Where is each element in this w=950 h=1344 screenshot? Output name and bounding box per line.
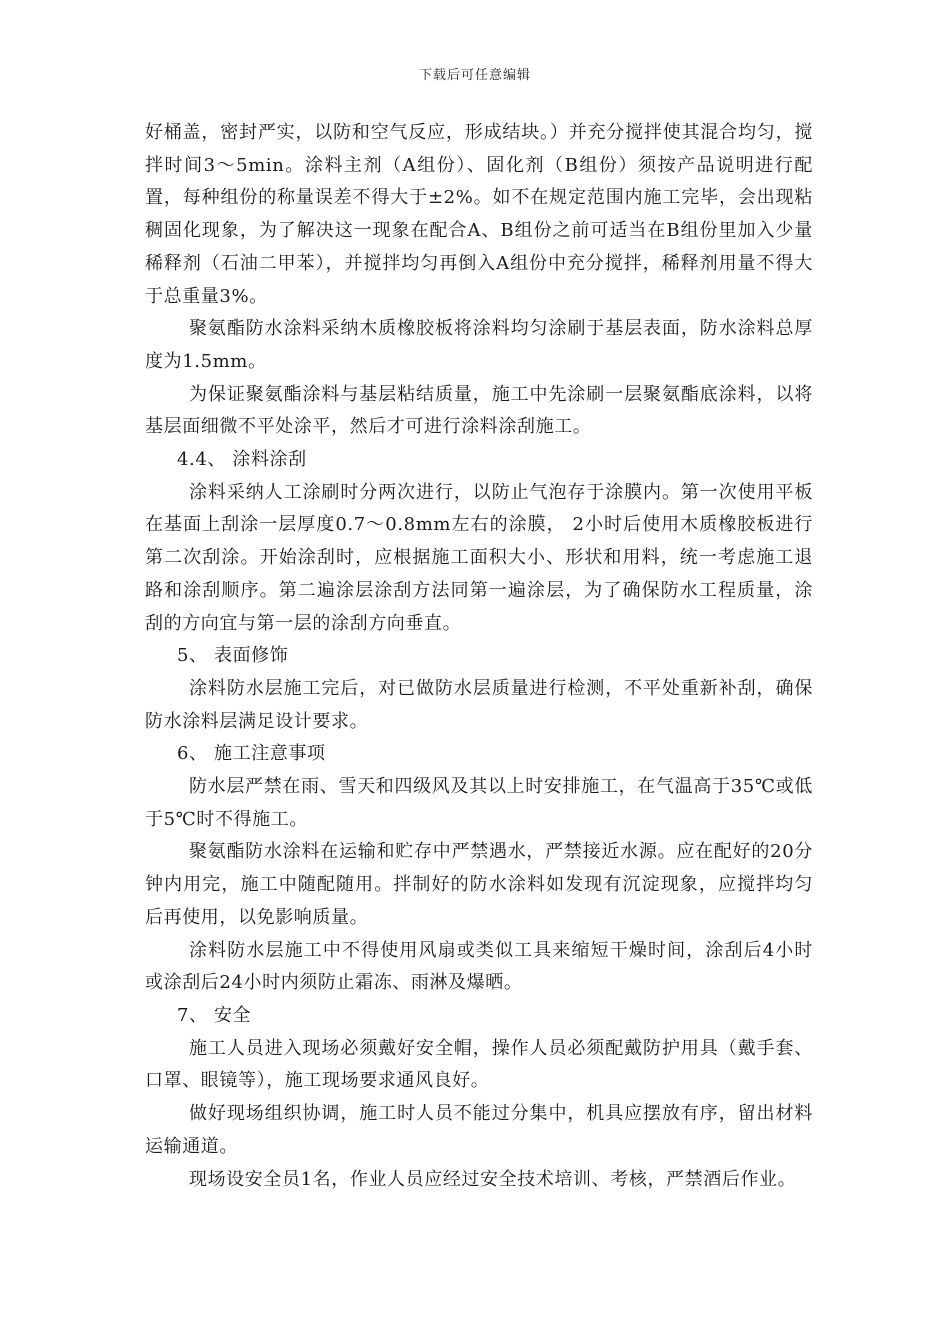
paragraph: 涂料防水层施工中不得使用风扇或类似工具来缩短干燥时间，涂刮后4小时或涂刮后24小时内须防止霜冻、雨淋及爆晒。 bbox=[145, 939, 813, 994]
section-heading: 5、 表面修饰 bbox=[177, 645, 289, 667]
paragraph: 施工人员进入现场必须戴好安全帽，操作人员必须配戴防护用具（戴手套、口罩、眼镜等），施工现场要求通风良好。 bbox=[145, 1037, 813, 1092]
paragraph: 做好现场组织协调，施工时人员不能过分集中，机具应摆放有序，留出材料运输通道。 bbox=[145, 1103, 813, 1157]
section-heading: 6、 施工注意事项 bbox=[177, 743, 326, 765]
paragraph: 好桶盖，密封严实，以防和空气反应，形成结块。）并充分搅拌使其混合均匀，搅拌时间3～5min。涂料主剂（A组份）、固化剂（B组份）须按产品说明进行配置，每种组份的称量误差不得大于±2%。如不在规定范围内施工完毕，会出现粘稠固化现象，为了解决这一现象在配合A、B组份之前可适当在B组份里加入少量稀释剂（石油二甲苯），并搅拌均匀再倒入A组份中充分搅拌，稀释剂用量不得大于总重量3%。 bbox=[145, 122, 813, 307]
paragraph: 聚氨酯防水涂料在运输和贮存中严禁遇水，严禁接近水源。应在配好的20分钟内用完，施工中随配随用。拌制好的防水涂料如发现有沉淀现象，应搅拌均匀后再使用，以免影响质量。 bbox=[145, 841, 813, 928]
document-body bbox=[145, 117, 813, 1196]
paragraph: 聚氨酯防水涂料采纳木质橡胶板将涂料均匀涂刷于基层表面，防水涂料总厚度为1.5mm。 bbox=[145, 318, 813, 372]
section-heading: 7、 安全 bbox=[177, 1004, 252, 1026]
section-heading: 4.4、 涂料涂刮 bbox=[177, 449, 307, 471]
paragraph: 涂料采纳人工涂刷时分两次进行，以防止气泡存于涂膜内。第一次使用平板在基面上刮涂一层厚度0.7～0.8mm左右的涂膜， 2小时后使用木质橡胶板进行第二次刮涂。开始涂刮时，应根据施工面积大小、形状和用料，统一考虑施工退路和涂刮顺序。第二遍涂层涂刮方法同第一遍涂层，为了确保防水工程质量，涂刮的方向宜与第一层的涂刮方向垂直。 bbox=[145, 481, 813, 634]
paragraph: 为保证聚氨酯涂料与基层粘结质量，施工中先涂刷一层聚氨酯底涂料，以将基层面细微不平处涂平，然后才可进行涂料涂刮施工。 bbox=[145, 383, 813, 438]
paragraph: 涂料防水层施工完后，对已做防水层质量进行检测，不平处重新补刮，确保防水涂料层满足设计要求。 bbox=[145, 677, 813, 732]
paragraph: 现场设安全员1名，作业人员应经过安全技术培训、考核，严禁酒后作业。 bbox=[189, 1168, 797, 1190]
page-header: 下载后可任意编辑 bbox=[418, 68, 531, 83]
paragraph: 防水层严禁在雨、雪天和四级风及其以上时安排施工，在气温高于35℃或低于5℃时不得施工。 bbox=[145, 776, 813, 830]
